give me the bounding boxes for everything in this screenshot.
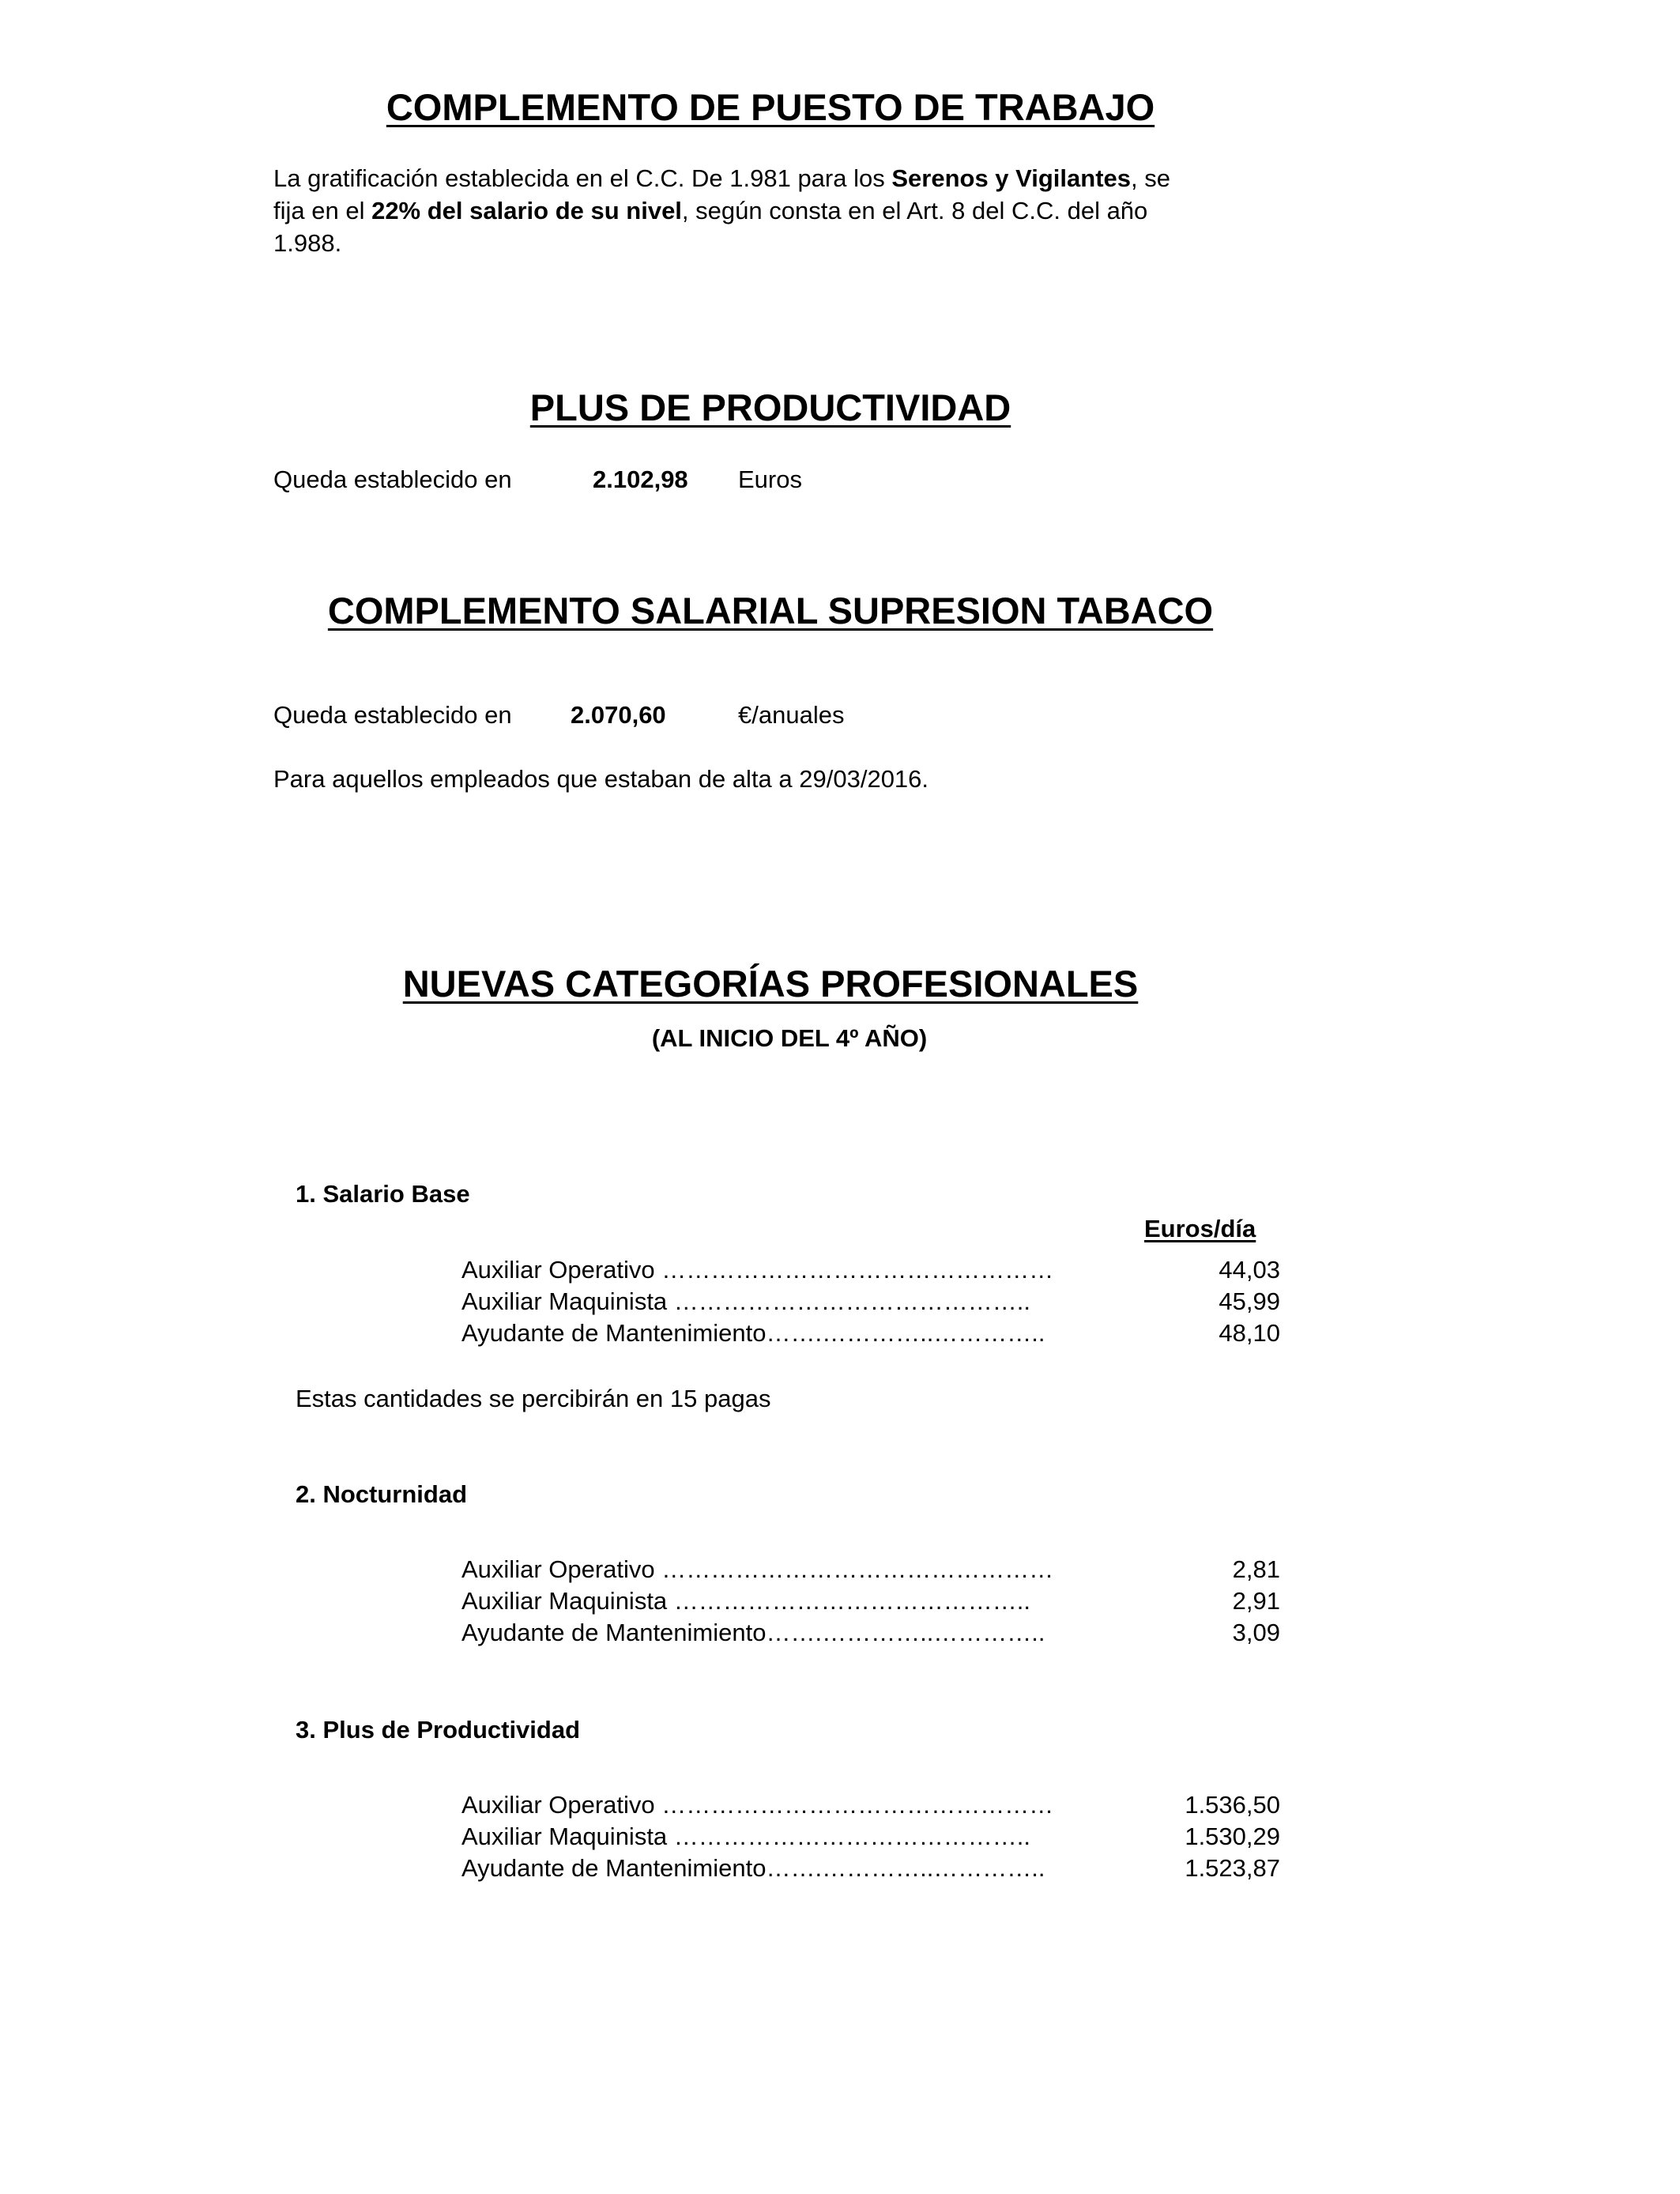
productividad-row-label: Auxiliar Operativo ………………………………………… — [461, 1791, 1054, 1819]
productividad-row-value: 1.523,87 — [1185, 1854, 1280, 1882]
complemento-tabaco-label: Queda establecido en — [273, 701, 512, 729]
heading-complemento-puesto: COMPLEMENTO DE PUESTO DE TRABAJO — [386, 86, 1155, 128]
salario-base-row-value: 44,03 — [1219, 1256, 1280, 1284]
heading-complemento-tabaco: COMPLEMENTO SALARIAL SUPRESION TABACO — [327, 590, 1214, 631]
nocturnidad-row-value: 2,91 — [1232, 1587, 1280, 1615]
complemento-tabaco-note: Para aquellos empleados que estaban de alta a 29/03/2016. — [273, 765, 929, 793]
heading-nuevas-categorias: NUEVAS CATEGORÍAS PROFESIONALES — [402, 963, 1139, 1005]
column-header-euros-dia: Euros/día — [1144, 1215, 1256, 1242]
complemento-tabaco-unit: €/anuales — [738, 701, 845, 729]
productividad-row-value: 1.530,29 — [1185, 1823, 1280, 1850]
section-title-plus-productividad: 3. Plus de Productividad — [296, 1716, 581, 1744]
paragraph-text: , según consta en el Art. 8 del C.C. del año 1.988. — [273, 197, 1148, 257]
plus-productividad-amount: 2.102,98 — [593, 466, 688, 493]
paragraph-bold-text: Serenos y Vigilantes — [891, 164, 1132, 192]
salario-base-row-value: 48,10 — [1219, 1319, 1280, 1347]
complemento-puesto-paragraph — [273, 162, 1198, 259]
complemento-tabaco-amount: 2.070,60 — [571, 701, 666, 729]
productividad-row-value: 1.536,50 — [1185, 1791, 1280, 1819]
plus-productividad-unit: Euros — [738, 466, 802, 493]
plus-productividad-label: Queda establecido en — [273, 466, 512, 493]
nocturnidad-row-value: 2,81 — [1232, 1555, 1280, 1583]
nocturnidad-row-value: 3,09 — [1232, 1619, 1280, 1646]
section-title-salario-base: 1. Salario Base — [296, 1180, 470, 1208]
nocturnidad-row-label: Auxiliar Operativo ………………………………………… — [461, 1555, 1054, 1583]
heading-plus-productividad: PLUS DE PRODUCTIVIDAD — [529, 386, 1011, 428]
salario-base-note: Estas cantidades se percibirán en 15 pagas — [296, 1385, 771, 1412]
salario-base-row-label: Auxiliar Operativo ………………………………………… — [461, 1256, 1054, 1284]
productividad-row-label: Ayudante de Mantenimiento…….…………..………….. — [461, 1854, 1045, 1882]
salario-base-row-label: Ayudante de Mantenimiento…….…………..………….. — [461, 1319, 1045, 1347]
paragraph-text: , se fija en el — [273, 164, 1170, 224]
nocturnidad-row-label: Ayudante de Mantenimiento…….…………..………….. — [461, 1619, 1045, 1646]
productividad-row-label: Auxiliar Maquinista …………………………………….. — [461, 1823, 1031, 1850]
paragraph-bold-text: 22% del salario de su nivel — [371, 197, 682, 224]
paragraph-text: La gratificación establecida en el C.C. De 1.981 para los — [273, 164, 892, 192]
section-title-nocturnidad: 2. Nocturnidad — [296, 1480, 468, 1508]
nocturnidad-row-label: Auxiliar Maquinista …………………………………….. — [461, 1587, 1031, 1615]
salario-base-row-value: 45,99 — [1219, 1287, 1280, 1315]
salario-base-row-label: Auxiliar Maquinista …………………………………….. — [461, 1287, 1031, 1315]
nuevas-categorias-subtitle: (AL INICIO DEL 4º AÑO) — [651, 1024, 928, 1052]
